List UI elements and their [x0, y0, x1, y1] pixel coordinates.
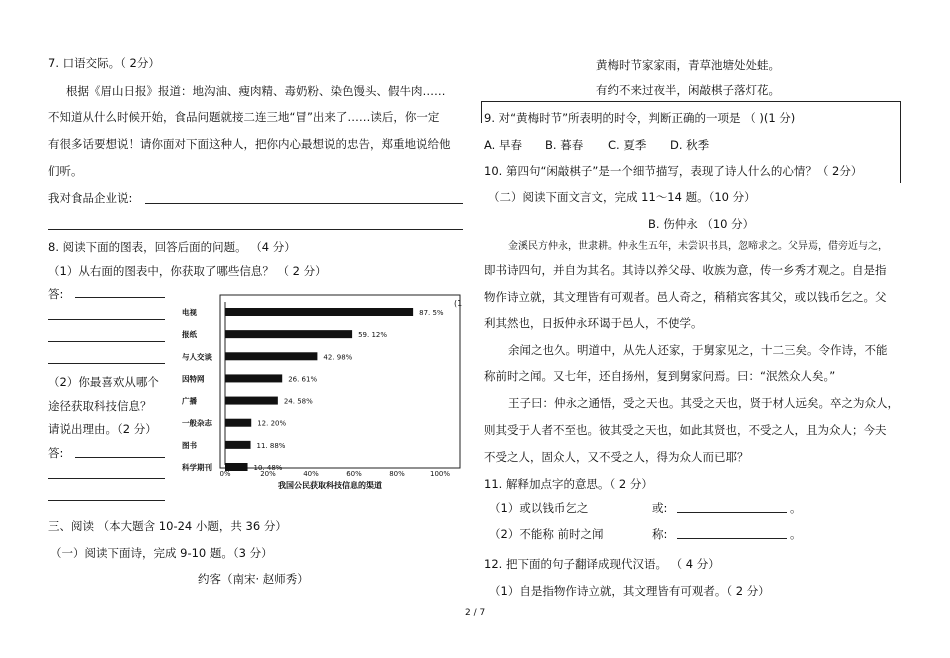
q8-answer-label: 答:: [48, 287, 64, 301]
chart-category-label: 图书: [182, 440, 197, 450]
passage-line: 则其受于人者不至也。彼其受之天也，如此其贤也，不受之人，且为众人；今夫: [484, 423, 887, 437]
q8-title: 8. 阅读下面的图表，回答后面的问题。 （4 分）: [48, 240, 296, 254]
q8-sub2-line: 请说出理由。（2 分）: [48, 422, 157, 436]
passage-line: 不受之人，固众人，又不受之人，得为众人而已耶？: [484, 450, 749, 464]
q11-answer-label: 称:: [652, 527, 668, 541]
passage-line: 金溪民方仲永，世隶耕。仲永生五年，未尝识书具，忽啼求之。父异焉，借旁近与之，: [508, 241, 888, 252]
q8-sub1: （1）从右面的图表中，你获取了哪些信息？ （ 2 分）: [48, 264, 327, 278]
chart-corner-mark: (1: [454, 299, 463, 308]
chart-category-label: 一般杂志: [182, 418, 212, 428]
q8-answer-line[interactable]: [48, 363, 165, 364]
question-box-top: [481, 101, 901, 102]
q11-item: （1）或以钱币乞之: [489, 501, 589, 515]
poem-line: 有约不来过夜半，闲敲棋子落灯花。: [596, 83, 780, 97]
chart-bar: [225, 441, 251, 449]
passage-line: 余闻之也久。明道中，从先人还家，于舅家见之，十二三矣。令作诗，不能: [508, 343, 888, 357]
chart-tick-label: 100%: [429, 470, 451, 478]
q11-period: 。: [790, 501, 802, 515]
passage-line: 王子曰：仲永之通悟，受之天也。其受之天也，贤于材人远矣。卒之为众人，: [508, 396, 899, 410]
chart-bar: [225, 330, 352, 338]
chart-category-label: 电视: [182, 308, 197, 317]
poem-title: 约客（南宋· 赵师秀）: [198, 572, 309, 586]
q12-item: （1）自是指物作诗立就，其文理皆有可观者。（ 2 分）: [489, 584, 770, 598]
passage-line: 即书诗四句，并自为其名。其诗以养父母、收族为意，传一乡秀才观之。自是指: [484, 263, 887, 277]
q8-answer-line[interactable]: [75, 297, 165, 298]
chart-tick-label: 40%: [303, 470, 319, 478]
bar-chart: [170, 290, 470, 498]
chart-tick-label: 20%: [260, 470, 276, 478]
q9-option-b[interactable]: B. 暮春: [545, 138, 584, 152]
chart-tick-label: 60%: [346, 470, 362, 478]
q8-answer-line[interactable]: [48, 319, 165, 320]
passage-title: B. 伤仲永 （10 分）: [648, 217, 755, 231]
q10-title: 10. 第四句“闲敲棋子”是一个细节描写，表现了诗人什么的心情？（ 2分）: [484, 164, 863, 178]
chart-title: 我国公民获取科技信息的渠道: [278, 481, 382, 490]
passage-line: 称前时之闻。又七年，还自扬州，复到舅家问焉。曰：“泯然众人矣。”: [484, 369, 836, 383]
q11-answer-label: 或:: [652, 501, 668, 515]
q8-answer-line[interactable]: [48, 478, 165, 479]
chart-value-label: 12. 20%: [257, 419, 287, 428]
chart-tick-label: 80%: [389, 470, 405, 478]
question-box-side: [900, 101, 901, 183]
chart-category-label: 报纸: [182, 330, 197, 340]
q7-answer-label: 我对食品企业说:: [48, 191, 133, 205]
chart-value-label: 11. 88%: [256, 441, 286, 450]
passage-line: 利其然也，日扳仲永环谒于邑人，不使学。: [484, 316, 703, 330]
chart-value-label: 59. 12%: [358, 331, 388, 340]
chart-bar: [225, 419, 251, 427]
q7-paragraph-line: 根据《眉山日报》报道：地沟油、瘦肉精、毒奶粉、染色馒头、假牛肉……: [66, 84, 446, 98]
q7-title: 7. 口语交际。（ 2分）: [48, 56, 160, 70]
q9-option-d[interactable]: D. 秋季: [670, 138, 710, 152]
q7-paragraph-line: 们听。: [48, 164, 83, 178]
q7-paragraph-line: 有很多话要想说！请你面对下面这种人，把你内心最想说的忠告，郑重地说给他: [48, 137, 451, 151]
chart-category-label: 科学期刊: [182, 463, 212, 472]
chart-bar: [225, 352, 317, 360]
chart-bar: [225, 374, 282, 382]
q11-answer-line[interactable]: [677, 538, 787, 539]
chart-value-label: 87. 5%: [419, 309, 444, 317]
q9-title: 9. 对“黄梅时节”所表明的时令，判断正确的一项是 （ )(1 分): [484, 111, 796, 125]
q9-option-a[interactable]: A. 早春: [484, 138, 522, 152]
q7-answer-line[interactable]: [48, 229, 463, 230]
chart-tick-label: 0%: [219, 470, 231, 478]
page-number: 2 / 7: [465, 608, 486, 618]
q8-answer-line[interactable]: [48, 500, 165, 501]
q9-option-c[interactable]: C. 夏季: [608, 138, 647, 152]
q7-paragraph-line: 不知道从什么时候开始，食品问题就接二连三地“冒”出来了……读后，你一定: [48, 110, 440, 124]
chart-value-label: 24. 58%: [283, 397, 313, 406]
q11-period: 。: [790, 527, 802, 541]
section3-title: 三、阅读 （本大题含 10-24 小题，共 36 分）: [48, 519, 287, 533]
chart-value-label: 26. 61%: [288, 375, 318, 384]
q12-title: 12. 把下面的句子翻译成现代汉语。 （ 4 分）: [484, 557, 720, 571]
chart-category-label: 因特网: [182, 374, 205, 384]
q11-answer-line[interactable]: [677, 512, 787, 513]
passage-line: 物作诗立就，其文理皆有可观者。邑人奇之，稍稍宾客其父，或以钱币乞之。父: [484, 290, 887, 304]
q11-item: （2）不能称 前时之闻: [489, 527, 604, 541]
chart-bar: [225, 308, 413, 316]
q8-answer-line[interactable]: [75, 457, 165, 458]
q8-sub2-line: （2）你最喜欢从哪个: [48, 375, 159, 389]
q7-answer-line[interactable]: [145, 203, 463, 204]
chart-bar: [225, 397, 278, 405]
poem-line: 黄梅时节家家雨，青草池塘处处蛙。: [596, 58, 780, 72]
q8-sub2-line: 途径获取科技信息？: [48, 399, 152, 413]
section3-sub: （一）阅读下面诗，完成 9-10 题。（3 分）: [50, 546, 273, 560]
chart-category-label: 广播: [182, 396, 197, 406]
q8-answer-label: 答:: [48, 446, 64, 460]
q11-title: 11. 解释加点字的意思。（ 2 分）: [484, 477, 653, 491]
question-box-side: [481, 101, 482, 123]
section2-title: （二）阅读下面文言文，完成 11～14 题。（10 分）: [488, 190, 756, 204]
q8-answer-line[interactable]: [48, 341, 165, 342]
chart-value-label: 42. 98%: [323, 353, 353, 362]
chart-value-label: 10. 48%: [253, 464, 283, 472]
chart-category-label: 与人交谈: [182, 352, 212, 362]
